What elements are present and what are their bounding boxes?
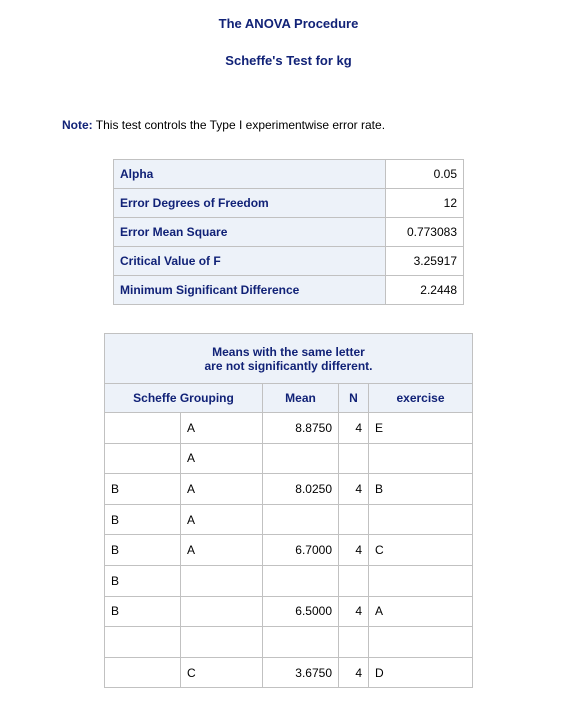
header-mean: Mean xyxy=(263,384,339,413)
exercise-cell xyxy=(369,627,473,658)
param-row xyxy=(114,247,464,276)
exercise-cell: A xyxy=(369,596,473,627)
table-row xyxy=(105,596,473,627)
exercise-cell xyxy=(369,443,473,474)
grouping-table xyxy=(104,333,473,688)
note-text: This test controls the Type I experimentwise error rate. xyxy=(95,118,386,132)
param-label: Error Mean Square xyxy=(114,218,386,247)
grouping-letter-2 xyxy=(181,627,263,658)
grouping-letter-1 xyxy=(105,627,181,658)
param-value: 0.773083 xyxy=(386,218,464,247)
param-row xyxy=(114,160,464,189)
grouping-letter-1: B xyxy=(105,504,181,535)
param-row xyxy=(114,276,464,305)
grouping-letter-2: A xyxy=(181,474,263,505)
table-row xyxy=(105,627,473,658)
grouping-letter-1: B xyxy=(105,535,181,566)
mean-cell: 6.5000 xyxy=(263,596,339,627)
parameters-table xyxy=(113,159,464,305)
param-row xyxy=(114,189,464,218)
mean-cell: 6.7000 xyxy=(263,535,339,566)
header-exercise: exercise xyxy=(369,384,473,413)
table-row xyxy=(105,565,473,596)
exercise-cell: E xyxy=(369,413,473,444)
table-row xyxy=(105,474,473,505)
n-cell: 4 xyxy=(339,474,369,505)
n-cell: 4 xyxy=(339,596,369,627)
param-value: 12 xyxy=(386,189,464,218)
grouping-letter-1 xyxy=(105,443,181,474)
exercise-cell xyxy=(369,565,473,596)
grouping-letter-2 xyxy=(181,596,263,627)
mean-cell: 3.6750 xyxy=(263,657,339,688)
test-title: Scheffe's Test for kg xyxy=(225,53,352,68)
header-grouping: Scheffe Grouping xyxy=(105,384,263,413)
n-cell: 4 xyxy=(339,657,369,688)
mean-cell xyxy=(263,443,339,474)
table-row xyxy=(105,504,473,535)
grouping-letter-2 xyxy=(181,565,263,596)
n-cell xyxy=(339,565,369,596)
table-row xyxy=(105,413,473,444)
grouping-letter-2: A xyxy=(181,504,263,535)
grouping-letter-1 xyxy=(105,657,181,688)
note-label: Note: xyxy=(62,118,93,132)
grouping-letter-1 xyxy=(105,413,181,444)
param-label: Alpha xyxy=(114,160,386,189)
param-label: Error Degrees of Freedom xyxy=(114,189,386,218)
grouping-letter-2: A xyxy=(181,413,263,444)
n-cell xyxy=(339,627,369,658)
exercise-cell: C xyxy=(369,535,473,566)
note xyxy=(62,118,385,132)
grouping-caption xyxy=(105,334,473,384)
header-n: N xyxy=(339,384,369,413)
param-label: Critical Value of F xyxy=(114,247,386,276)
grouping-letter-1: B xyxy=(105,596,181,627)
param-value: 2.2448 xyxy=(386,276,464,305)
n-cell: 4 xyxy=(339,413,369,444)
exercise-cell: B xyxy=(369,474,473,505)
n-cell: 4 xyxy=(339,535,369,566)
grouping-letter-2: C xyxy=(181,657,263,688)
table-row xyxy=(105,443,473,474)
n-cell xyxy=(339,504,369,535)
grouping-letter-2: A xyxy=(181,443,263,474)
mean-cell xyxy=(263,565,339,596)
exercise-cell: D xyxy=(369,657,473,688)
grouping-letter-1: B xyxy=(105,474,181,505)
table-row xyxy=(105,535,473,566)
grouping-letter-2: A xyxy=(181,535,263,566)
n-cell xyxy=(339,443,369,474)
mean-cell: 8.8750 xyxy=(263,413,339,444)
caption-line-2: are not significantly different. xyxy=(204,358,373,373)
header-row xyxy=(105,384,473,413)
param-value: 3.25917 xyxy=(386,247,464,276)
procedure-title: The ANOVA Procedure xyxy=(218,16,359,31)
exercise-cell xyxy=(369,504,473,535)
mean-cell: 8.0250 xyxy=(263,474,339,505)
mean-cell xyxy=(263,627,339,658)
param-value: 0.05 xyxy=(386,160,464,189)
param-row xyxy=(114,218,464,247)
caption-line-1: Means with the same letter xyxy=(212,344,365,359)
mean-cell xyxy=(263,504,339,535)
grouping-letter-1: B xyxy=(105,565,181,596)
table-row xyxy=(105,657,473,688)
param-label: Minimum Significant Difference xyxy=(114,276,386,305)
